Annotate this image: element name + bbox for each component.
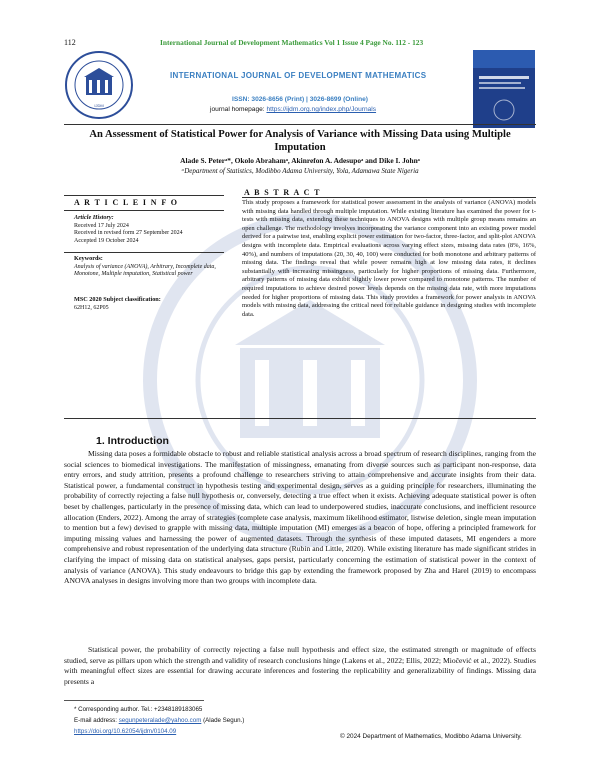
abstract-text: This study proposes a framework for statistical power assessment in the analysis of variance (ANOVA) models with missing data handled through multiple imputation. While existing literature has examined the power for t-tests with missing data, extending these techniques to ANOVA designs with multiple group means remains an open challenge. The methodology involves incorporating the variance component into an existing power model derived for a pairwise test, enabling explicit power estimation for two-factor, three-factor, and split-plot ANOVA designs with incomplete data. Empirical evaluations across varying effect sizes, missing data rates (8%, 16%, 40%), and numbers of imputations (20, 30, 40, 100) were conducted for both monotone and arbitrary patterns of missing data. The findings reveal that while power remains high at low missing data rates, it declines substantially with increasing missingness, particularly for higher proportions of missing data. Furthermore, arbitrary patterns of missing data exhibit slightly lower power compared to monotone patterns. The number of required imputations to achieve desired power levels depends on the missing data rate, with more imputations needed for higher proportions of missing data. This study provides a framework for power analysis in ANOVA models with missing data, addressing the critical need for reliable guidance in designing studies with incomplete data. (242, 199, 536, 318)
intro-paragraph-2: Statistical power, the probability of correctly rejecting a false null hypothesis and effect size, the estimated strength or magnitude of effects studied, serve as pillars upon which the strength and validity of research conclusions hinge (Lakens et al., 2022; Ellis, 2022; Miočević et al., 2022). Studies with meaningful effect sizes are essential for drawing accurate inferences and fostering the replicability and generalizability of findings. Missing data presents a (64, 645, 536, 686)
msc-block (74, 296, 224, 312)
doi-line (74, 728, 176, 735)
email-line (74, 717, 244, 724)
footnote-rule (64, 700, 204, 701)
email-link[interactable]: segunpeteralade@yahoo.com (118, 717, 202, 724)
homepage-label: journal homepage: (210, 106, 267, 113)
abstract-heading: A B S T R A C T (244, 188, 321, 197)
keywords: Analysis of variance (ANOVA), Arbitrary, Incomplete data, Monotone, Multiple imputation, Statistical power (74, 263, 216, 277)
homepage-link[interactable]: https://ijdm.org.ng/index.php/Journals (266, 106, 377, 113)
abstract-rule (242, 197, 536, 198)
email-label: E-mail address: (74, 717, 119, 724)
email-suffix: (Alade Segun.) (201, 717, 245, 724)
journal-cover-icon (473, 50, 535, 128)
article-info-heading: A R T I C L E I N F O (74, 198, 179, 207)
affiliation: ᵃDepartment of Statistics, Modibbo Adama University, Yola, Adamawa State Nigeria (181, 167, 419, 175)
intro-paragraph-1: Missing data poses a formidable obstacle to robust and reliable statistical analysis across a broad spectrum of research disciplines, ranging from the social sciences to biomedical investigations. The manifestation of missingness, emanating from diverse sources such as participant non-response, data entry errors, and study attrition, presents a profound challenge to researchers striving to attain comprehensive and accurate insights from their data. Statistical power, a fundamental construct in hypothesis testing and experimental design, serves as a guiding principle for researchers, illuminating the probability of correctly rejecting a false null hypothesis or, conversely, detecting a true effect when it exists. Achieving adequate statistical power is often beset by challenges, particularly in the presence of missing data, which can lead to underpowered studies, inaccurate conclusions, and inefficient resource allocation (Enders, 2022). Among the array of strategies (complete case analysis, maximum likelihood estimator, listwise deletion, single mean imputation to mention but a few) devised to grapple with missing data, multiple imputation (MI) emerges as a beacon of hope, offering a principled framework for imputing missing values and harnessing the power of augmented datasets. Through the synthesis of these imputed datasets, MI engenders a more comprehensive and robust representation of the underlying data structure (Rubin and Little, 2020). While existing literature has made significant strides in clarifying the impact of missing data on statistical analyses, gaps persist, particularly concerning the estimation of statistical power in the context of analysis of variance (ANOVA). This study endeavours to bridge this gap by extending the framework proposed by Zha and Harel (2019) to encompass ANOVA analyses in designs involving more than two groups with incomplete data. (64, 449, 536, 586)
msc-codes: 62H12, 62P05 (74, 304, 109, 311)
keywords-label: Keywords: (74, 255, 103, 262)
history-label: Article History: (74, 214, 114, 221)
header-rule (64, 124, 536, 125)
revised-date: Received in revised form 27 September 2024 (74, 230, 183, 236)
msc-label: MSC 2020 Subject classification: (74, 296, 161, 303)
article-info-rule (64, 210, 224, 211)
journal-homepage (210, 106, 376, 113)
authors: Alade S. Peterᵃ*, Okolo Abrahamᵃ, Akinrefon A. Adesupoᵃ and Dike I. Johnᵃ (180, 156, 420, 165)
keywords-rule (64, 252, 224, 253)
abstract-bottom-rule (64, 418, 536, 419)
running-head: International Journal of Development Mathematics Vol 1 Issue 4 Page No. 112 - 123 (160, 38, 424, 47)
journal-logo-icon (64, 50, 134, 120)
article-history (74, 214, 224, 245)
issn: ISSN: 3026-8656 (Print) | 3026-8699 (Online) (232, 96, 368, 103)
section-heading-introduction: 1. Introduction (96, 435, 169, 447)
accepted-date: Accepted 19 October 2024 (74, 237, 139, 244)
corresponding-author: * Corresponding author. Tel.: +2348189183065 (74, 706, 203, 713)
article-info-top-rule (64, 195, 224, 196)
received-date: Received 17 July 2024 (74, 222, 129, 229)
svg-text:IJDM: IJDM (94, 103, 104, 108)
journal-name: INTERNATIONAL JOURNAL OF DEVELOPMENT MATHEMATICS (170, 71, 427, 80)
doi-link[interactable]: https://doi.org/10.62054/ijdm/0104.09 (74, 728, 177, 735)
keywords-block (74, 255, 224, 279)
page-number: 112 (64, 38, 76, 47)
article-title: An Assessment of Statistical Power for Analysis of Variance with Missing Data using Multiple Imputation (89, 129, 511, 153)
copyright: © 2024 Department of Mathematics, Modibbo Adama University. (340, 733, 522, 740)
